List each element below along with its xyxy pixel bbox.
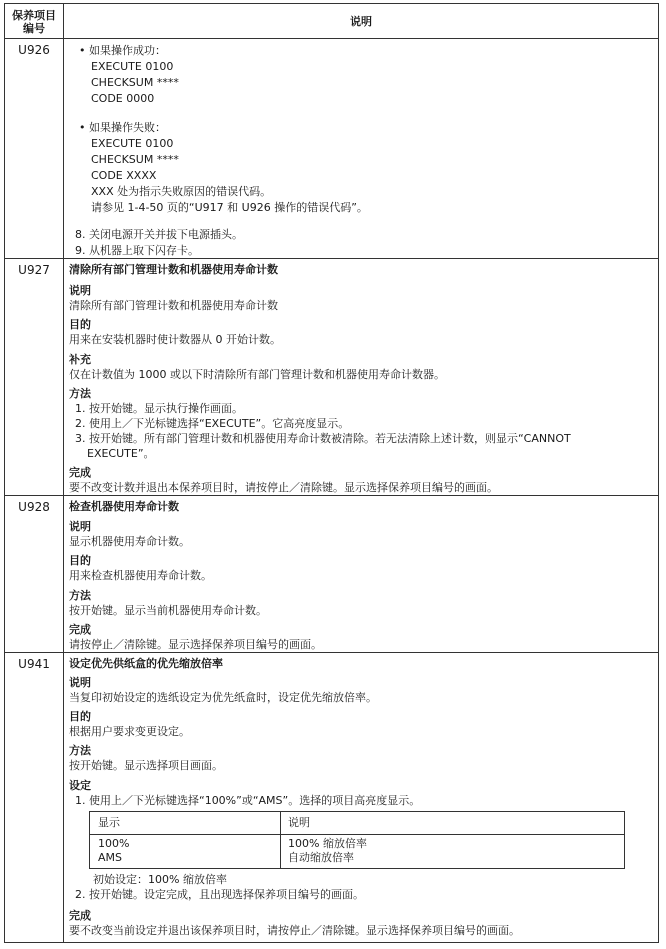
header-description-label: 说明 bbox=[350, 15, 372, 28]
section-heading-complete: 完成 bbox=[69, 909, 91, 922]
section-heading-supplement: 补充 bbox=[69, 353, 91, 366]
setting-options-table bbox=[89, 811, 625, 869]
setting-step: 2. 按开始键。设定完成，且出现选择保养项目编号的画面。 bbox=[75, 888, 364, 901]
section-heading-method: 方法 bbox=[69, 589, 91, 602]
item-code: U928 bbox=[5, 496, 64, 652]
section-text: 按开始键。显示选择项目画面。 bbox=[69, 759, 223, 772]
table-row-u926 bbox=[5, 39, 658, 259]
success-line: CHECKSUM **** bbox=[91, 76, 179, 89]
section-heading-description: 说明 bbox=[69, 676, 91, 689]
section-heading-method: 方法 bbox=[69, 387, 91, 400]
section-heading-complete: 完成 bbox=[69, 623, 91, 636]
initial-setting: 初始设定：100% 缩放倍率 bbox=[93, 873, 227, 886]
header-code-cell bbox=[5, 4, 64, 38]
section-heading-purpose: 目的 bbox=[69, 710, 91, 723]
step-8: 8. 关闭电源开关并拔下电源插头。 bbox=[75, 228, 243, 241]
section-text: 根据用户要求变更设定。 bbox=[69, 725, 190, 738]
section-heading-complete: 完成 bbox=[69, 466, 91, 479]
header-code-label-1: 保养项目 bbox=[12, 9, 56, 22]
section-text: 仅在计数值为 1000 或以下时清除所有部门管理计数和机器使用寿命计数器。 bbox=[69, 368, 445, 381]
item-code: U926 bbox=[5, 39, 64, 258]
maintenance-item-table bbox=[4, 3, 659, 943]
section-text: 要不改变当前设定并退出该保养项目时，请按停止／清除键。显示选择保养项目编号的画面。 bbox=[69, 924, 520, 937]
table-cell: 100% 缩放倍率 bbox=[288, 837, 367, 850]
section-text: 显示机器使用寿命计数。 bbox=[69, 535, 190, 548]
section-text: 按开始键。显示当前机器使用寿命计数。 bbox=[69, 604, 267, 617]
fail-line: CODE XXXX bbox=[91, 169, 157, 182]
table-cell: 自动缩放倍率 bbox=[288, 851, 354, 864]
section-heading-description: 说明 bbox=[69, 520, 91, 533]
item-code: U941 bbox=[5, 653, 64, 942]
fail-title: • 如果操作失败： bbox=[79, 121, 166, 134]
fail-line: EXECUTE 0100 bbox=[91, 137, 174, 150]
item-title: 检查机器使用寿命计数 bbox=[69, 500, 179, 513]
fail-line: XXX 处为指示失败原因的错误代码。 bbox=[91, 185, 272, 198]
fail-line: 请参见 1-4-50 页的“U917 和 U926 操作的错误代码”。 bbox=[91, 201, 368, 214]
method-step: 3. 按开始键。所有部门管理计数和机器使用寿命计数被清除。若无法清除上述计数，则显示“CANNOT bbox=[75, 432, 571, 445]
col-header-display: 显示 bbox=[98, 816, 120, 829]
fail-line: CHECKSUM **** bbox=[91, 153, 179, 166]
item-title: 清除所有部门管理计数和机器使用寿命计数 bbox=[69, 263, 278, 276]
success-title: • 如果操作成功： bbox=[79, 44, 166, 57]
section-heading-setting: 设定 bbox=[69, 779, 91, 792]
section-text: 要不改变计数并退出本保养项目时，请按停止／清除键。显示选择保养项目编号的画面。 bbox=[69, 481, 498, 494]
section-text: 用来检查机器使用寿命计数。 bbox=[69, 569, 212, 582]
header-code-label-2: 编号 bbox=[23, 22, 45, 35]
col-header-description: 说明 bbox=[288, 816, 310, 829]
success-line: EXECUTE 0100 bbox=[91, 60, 174, 73]
table-divider bbox=[280, 812, 281, 868]
table-header-row bbox=[5, 4, 658, 39]
method-step: 1. 按开始键。显示执行操作画面。 bbox=[75, 402, 243, 415]
table-divider bbox=[90, 834, 624, 835]
section-heading-purpose: 目的 bbox=[69, 554, 91, 567]
section-heading-method: 方法 bbox=[69, 744, 91, 757]
section-heading-purpose: 目的 bbox=[69, 318, 91, 331]
item-code: U927 bbox=[5, 259, 64, 495]
setting-step: 1. 使用上／下光标键选择“100%”或“AMS”。选择的项目高亮度显示。 bbox=[75, 794, 421, 807]
item-title: 设定优先供纸盒的优先缩放倍率 bbox=[69, 657, 223, 670]
table-row-u927 bbox=[5, 259, 658, 496]
section-heading-description: 说明 bbox=[69, 284, 91, 297]
method-step-continuation: EXECUTE”。 bbox=[87, 447, 155, 460]
step-9: 9. 从机器上取下闪存卡。 bbox=[75, 244, 199, 257]
method-step: 2. 使用上／下光标键选择“EXECUTE”。它高亮度显示。 bbox=[75, 417, 350, 430]
section-text: 用来在安装机器时使计数器从 0 开始计数。 bbox=[69, 333, 281, 346]
table-row-u928 bbox=[5, 496, 658, 653]
success-line: CODE 0000 bbox=[91, 92, 155, 105]
table-row-u941 bbox=[5, 653, 658, 942]
section-text: 清除所有部门管理计数和机器使用寿命计数 bbox=[69, 299, 278, 312]
table-cell: AMS bbox=[98, 851, 122, 864]
section-text: 请按停止／清除键。显示选择保养项目编号的画面。 bbox=[69, 638, 322, 651]
table-cell: 100% bbox=[98, 837, 130, 850]
section-text: 当复印初始设定的选纸设定为优先纸盒时，设定优先缩放倍率。 bbox=[69, 691, 377, 704]
